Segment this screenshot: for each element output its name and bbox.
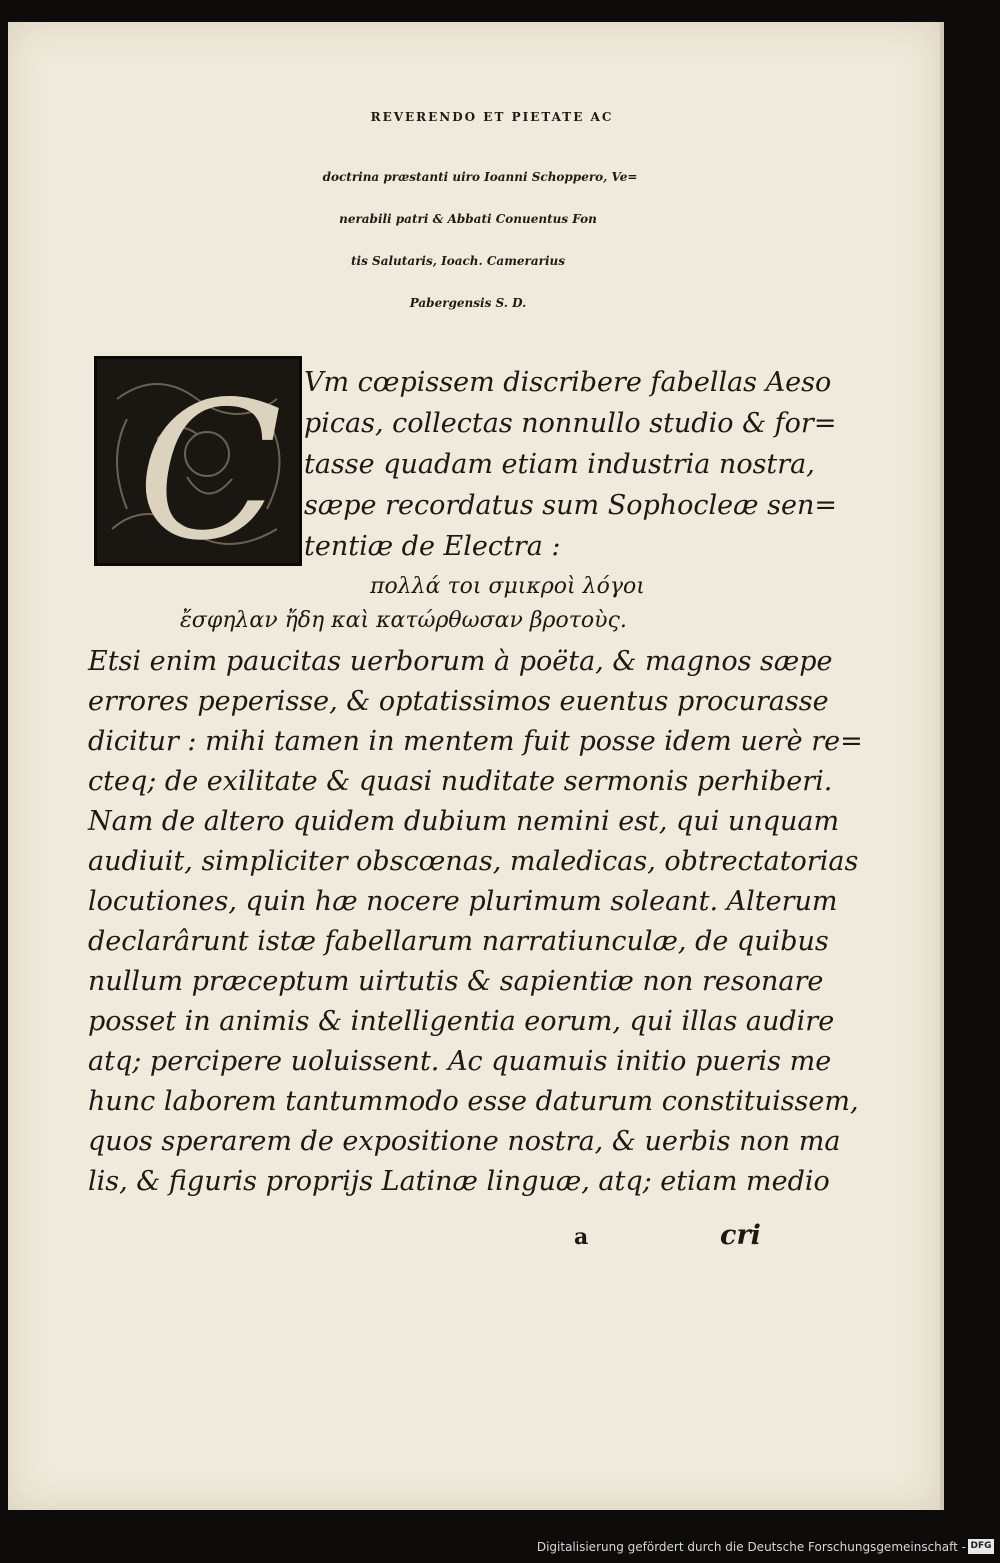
funding-credit: Digitalisierung gefördert durch die Deutsche Forschungsgemeinschaft -: [536, 1540, 966, 1554]
body-line: declarârunt istæ fabellarum narratiunculæ, de quibus: [88, 926, 829, 957]
heading-line-2: doctrina præstanti uiro Ioanni Schoppero, Ve=: [322, 170, 638, 184]
body-line: nullum præceptum uirtutis & sapientiæ non resonare: [88, 966, 824, 997]
heading-line-5: Pabergensis S. D.: [409, 296, 527, 310]
body-line: cteq; de exilitate & quasi nuditate sermonis perhiberi.: [88, 766, 833, 797]
heading-line-3: nerabili patri & Abbati Conuentus Fon: [339, 212, 597, 226]
intro-line: tentiæ de Electra :: [304, 531, 561, 562]
signature-mark: a: [574, 1224, 589, 1250]
heading-line-4: tis Salutaris, Ioach. Camerarius: [351, 254, 565, 268]
initial-letter: C: [137, 361, 283, 563]
greek-verse-line: πολλά τοι σμικροὶ λόγοι: [370, 574, 645, 599]
catchword: cri: [720, 1220, 761, 1251]
woodcut-ornament-icon: [97, 359, 299, 563]
body-line: hunc laborem tantummodo esse daturum constituissem,: [88, 1086, 859, 1117]
intro-line: picas, collectas nonnullo studio & for=: [304, 408, 837, 439]
body-line: locutiones, quin hæ nocere plurimum soleant. Alterum: [88, 886, 838, 917]
dfg-logo: DFG: [968, 1539, 994, 1554]
body-line: audiuit, simpliciter obscœnas, maledicas, obtrectatorias: [88, 846, 859, 877]
body-line: posset in animis & intelligentia eorum, qui illas audire: [88, 1006, 835, 1037]
book-page: [8, 22, 944, 1510]
body-line: dicitur : mihi tamen in mentem fuit posse idem uerè re=: [88, 726, 863, 757]
body-line: Nam de altero quidem dubium nemini est, qui unquam: [88, 806, 840, 837]
decorated-initial: [94, 356, 302, 566]
body-line: lis, & figuris proprijs Latinæ linguæ, atq; etiam medio: [88, 1166, 830, 1197]
heading-line-1: REVERENDO ET PIETATE AC: [370, 110, 614, 124]
intro-line: tasse quadam etiam industria nostra,: [304, 449, 815, 480]
intro-line: sæpe recordatus sum Sophocleæ sen=: [304, 490, 837, 521]
body-line: quos sperarem de expositione nostra, & uerbis non ma: [88, 1126, 841, 1157]
body-line: atq; percipere uoluissent. Ac quamuis initio pueris me: [88, 1046, 832, 1077]
intro-line: Vm cœpissem discribere fabellas Aeso: [304, 367, 832, 398]
body-line: Etsi enim paucitas uerborum à poëta, & magnos sæpe: [88, 646, 833, 677]
body-line: errores peperisse, & optatissimos euentus procurasse: [88, 686, 829, 717]
greek-verse-line: ἔσφηλαν ἤδη καὶ κατώρθωσαν βροτοὺς.: [180, 608, 627, 633]
